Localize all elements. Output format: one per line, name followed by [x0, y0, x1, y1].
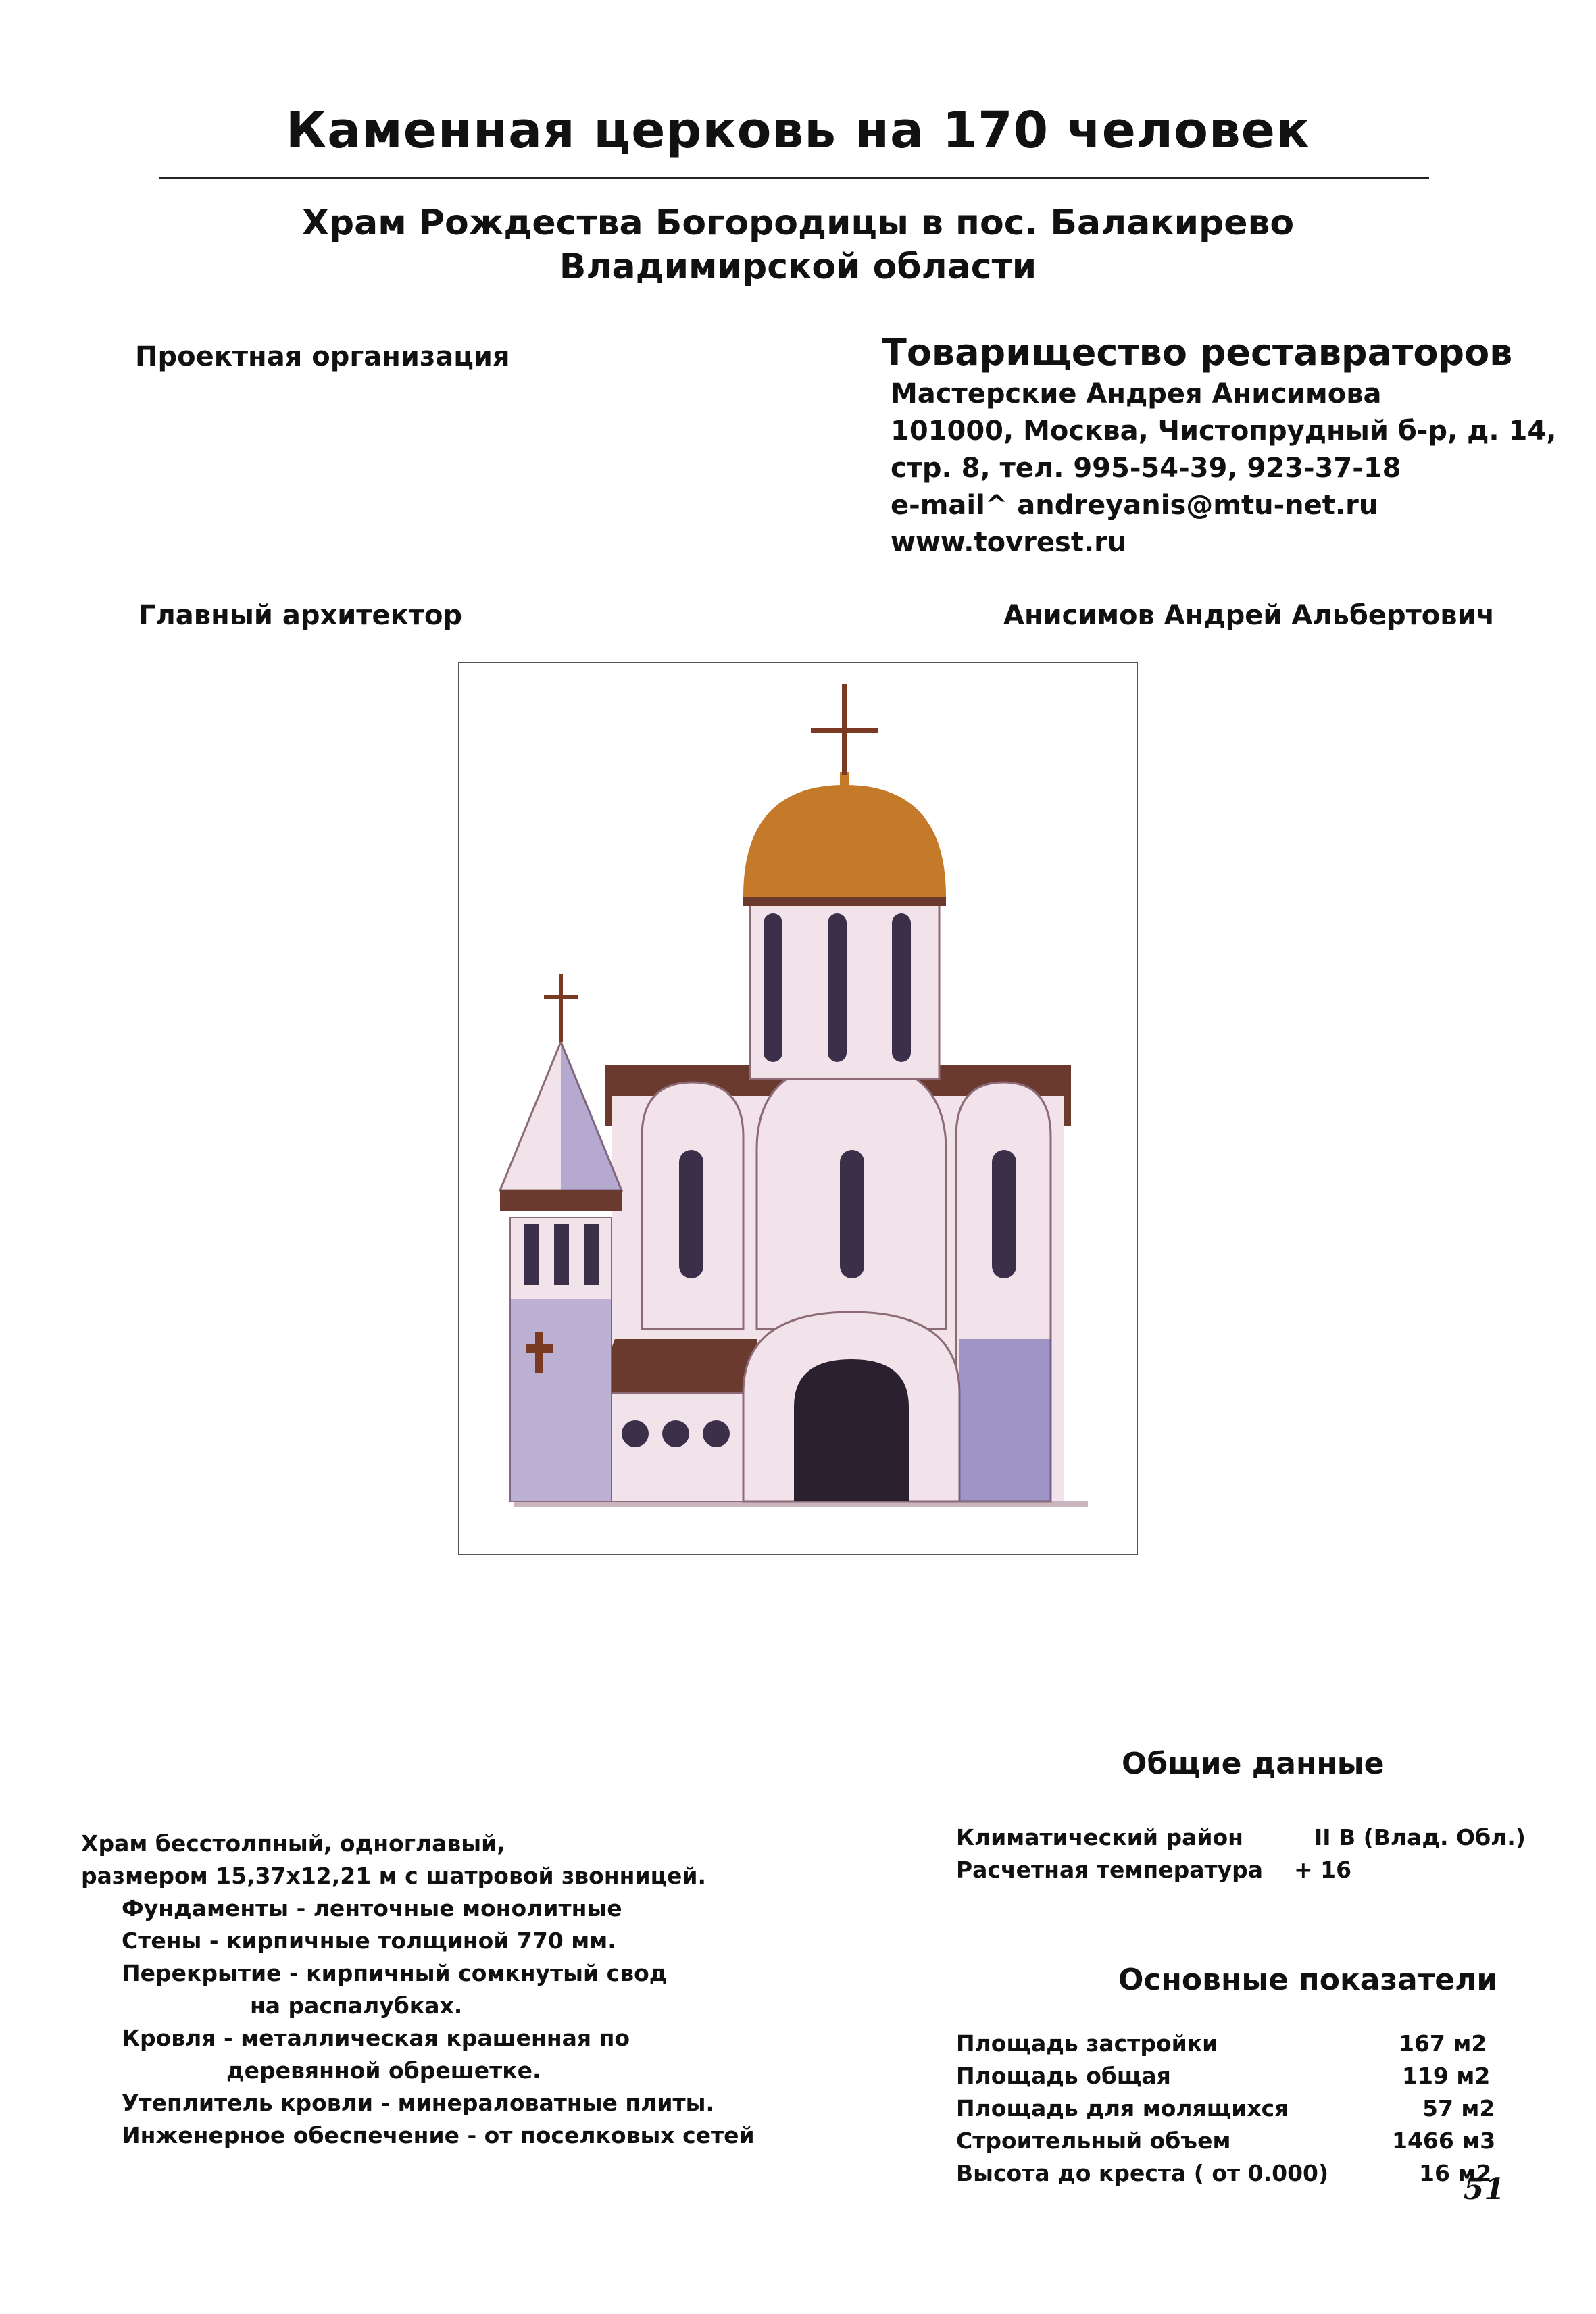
porch-window [662, 1420, 689, 1447]
left-window [679, 1150, 703, 1278]
main-door [794, 1359, 909, 1501]
indicator-value: 16 м2 [1419, 2160, 1492, 2186]
description-line: Кровля - металлическая крашенная по [122, 2025, 630, 2051]
porch-roof [595, 1339, 757, 1393]
description-line: Фундаменты - ленточные монолитные [122, 1895, 622, 1921]
general-data-label: Расчетная температура [956, 1857, 1264, 1883]
page-number: 51 [1463, 2172, 1505, 2207]
indicator-value: 1466 м3 [1392, 2128, 1496, 2154]
facade-shadow [959, 1339, 1051, 1501]
architect-name: Анисимов Андрей Альбертович [1003, 600, 1495, 631]
relief-cross-bar [526, 1344, 553, 1353]
organization-phone: стр. 8, тел. 995-54-39, 923-37-18 [891, 453, 1401, 484]
organization-label: Проектная организация [135, 341, 510, 372]
general-data-heading: Общие данные [1122, 1746, 1385, 1781]
drum-window [764, 913, 782, 1062]
main-cross-bar [811, 728, 878, 733]
drum-cornice [743, 897, 946, 906]
golden-dome [743, 785, 946, 897]
belfry-opening [554, 1224, 569, 1285]
belfry-cross [559, 974, 563, 1042]
indicator-label: Площадь застройки [956, 2030, 1218, 2057]
drum-window [828, 913, 847, 1062]
construction-description [81, 1828, 755, 2152]
page-title: Каменная церковь на 170 человек [285, 101, 1311, 159]
organization-website: www.tovrest.ru [891, 527, 1127, 558]
indicator-label: Высота до креста ( от 0.000) [956, 2160, 1329, 2186]
description-line: Стены - кирпичные толщиной 770 мм. [122, 1928, 616, 1954]
porch-window [703, 1420, 730, 1447]
drum-window [892, 913, 911, 1062]
organization-name: Товарищество реставраторов [882, 331, 1513, 374]
architect-label: Главный архитектор [139, 600, 463, 631]
indicator-value: 119 м2 [1402, 2063, 1491, 2089]
church-facade-illustration [458, 662, 1138, 1555]
general-data-label: Климатический район [956, 1824, 1243, 1851]
right-window [992, 1150, 1016, 1278]
organization-email: e-mail^ andreyanis@mtu-net.ru [891, 490, 1378, 521]
general-data-value: II В (Влад. Обл.) [1314, 1824, 1526, 1851]
indicators-heading: Основные показатели [1118, 1963, 1498, 1997]
organization-address: 101000, Москва, Чистопрудный б-р, д. 14, [891, 416, 1557, 447]
porch-window [622, 1420, 649, 1447]
subtitle-line-1: Храм Рождества Богородицы в пос. Балакирево [301, 203, 1295, 243]
description-line: деревянной обрешетке. [226, 2057, 541, 2084]
description-line: размером 15,37х12,21 м с шатровой звонницей. [81, 1863, 707, 1889]
indicator-label: Площадь общая [956, 2063, 1171, 2089]
belfry-shadow [510, 1299, 612, 1501]
general-data-value: + 16 [1294, 1857, 1352, 1883]
description-line: Храм бесстолпный, одноглавый, [81, 1830, 505, 1857]
belfry-cross-bar [544, 995, 578, 999]
church-drawing [459, 663, 1137, 1554]
description-line: Утеплитель кровли - минераловатные плиты. [122, 2090, 715, 2116]
indicator-value: 57 м2 [1422, 2095, 1495, 2121]
indicator-label: Строительный объем [956, 2128, 1231, 2154]
description-line: на распалубках. [250, 1992, 463, 2019]
belfry-cornice [500, 1190, 622, 1211]
description-line: Перекрытие - кирпичный сомкнутый свод [122, 1960, 668, 1986]
belfry-opening [524, 1224, 539, 1285]
center-window [840, 1150, 864, 1278]
indicator-label: Площадь для молящихся [956, 2095, 1289, 2121]
indicator-value: 167 м2 [1399, 2030, 1487, 2057]
organization-line: Мастерские Андрея Анисимова [891, 378, 1382, 409]
subtitle-line-2: Владимирской области [559, 247, 1037, 287]
description-line: Инженерное обеспечение - от поселковых сетей [122, 2122, 755, 2148]
title-divider [159, 177, 1429, 179]
belfry-opening [584, 1224, 599, 1285]
